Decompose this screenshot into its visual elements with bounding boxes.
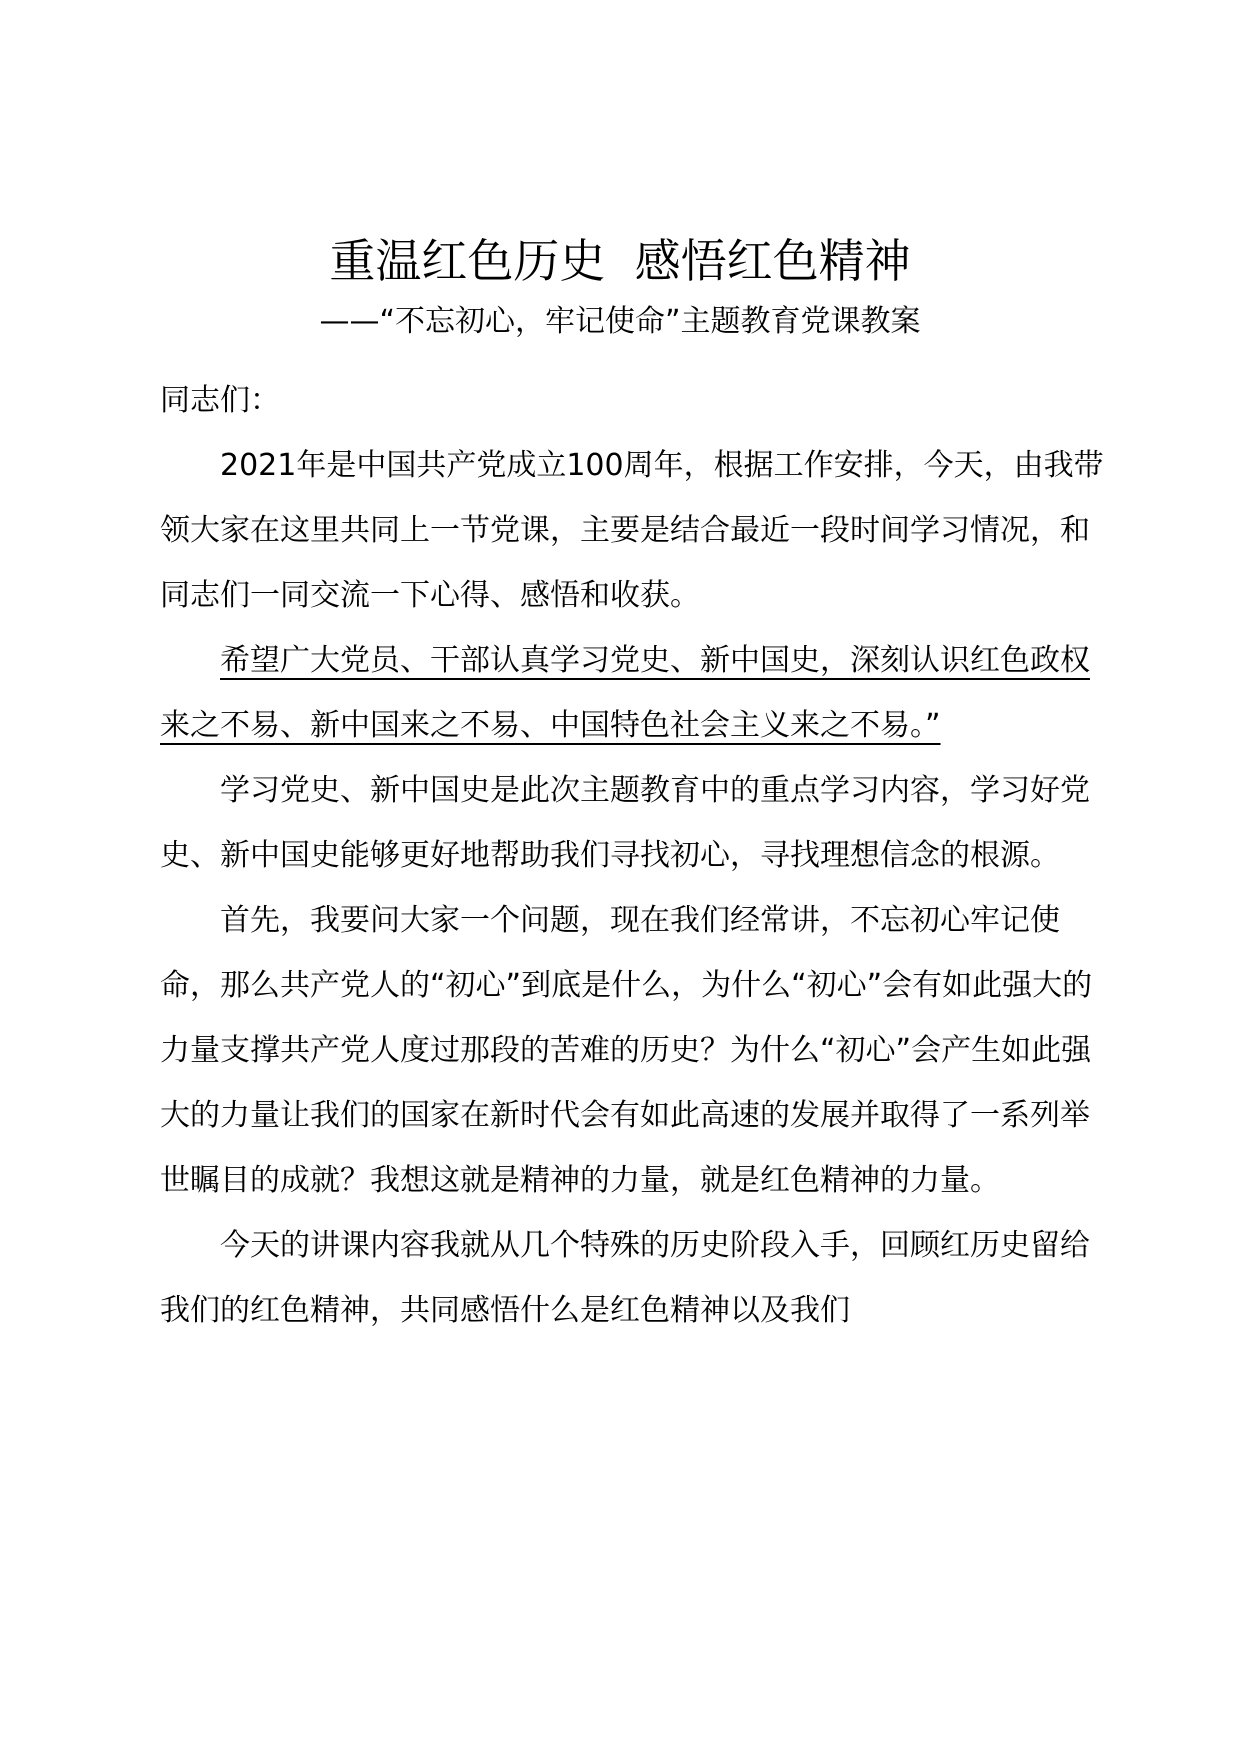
paragraph-2-quote xyxy=(160,628,1110,758)
paragraph-3-text: 学习党史、新中国史是此次主题教育中的重点学习内容，学习好党史、新中国史能够更好地帮助我们寻找初心，寻找理想信念的根源。 xyxy=(160,773,1090,873)
paragraph-4-text: 首先，我要问大家一个问题，现在我们经常讲，不忘初心牢记使命，那么共产党人的“初心”到底是什么，为什么“初心”会有如此强大的力量支撑共产党人度过那段的苦难的历史？为什么“初心”会产生如此强大的力量让我们的国家在新时代会有如此高速的发展并取得了一系列举世瞩目的成就？我想这就是精神的力量，就是红色精神的力量。 xyxy=(160,903,1093,1198)
paragraph-1 xyxy=(160,433,1110,628)
underlined-quote-text: 希望广大党员、干部认真学习党史、新中国史，深刻认识红色政权来之不易、新中国来之不易、中国特色社会主义来之不易。” xyxy=(160,643,1090,743)
salutation: 同志们： xyxy=(160,383,280,418)
document-subtitle: ——“不忘初心，牢记使命”主题教育党课教案 xyxy=(319,304,921,339)
document-body xyxy=(160,368,1110,1343)
paragraph-5 xyxy=(160,1213,1110,1343)
paragraph-3 xyxy=(160,758,1110,888)
paragraph-4 xyxy=(160,888,1110,1213)
document-title: 重温红色历史 感悟红色精神 xyxy=(329,234,911,288)
paragraph-1-text: 2021年是中国共产党成立100周年，根据工作安排，今天，由我带领大家在这里共同上一节党课，主要是结合最近一段时间学习情况，和同志们一同交流一下心得、感悟和收获。 xyxy=(160,448,1104,613)
paragraph-5-text: 今天的讲课内容我就从几个特殊的历史阶段入手，回顾红历史留给我们的红色精神，共同感悟什么是红色精神以及我们 xyxy=(160,1228,1090,1328)
